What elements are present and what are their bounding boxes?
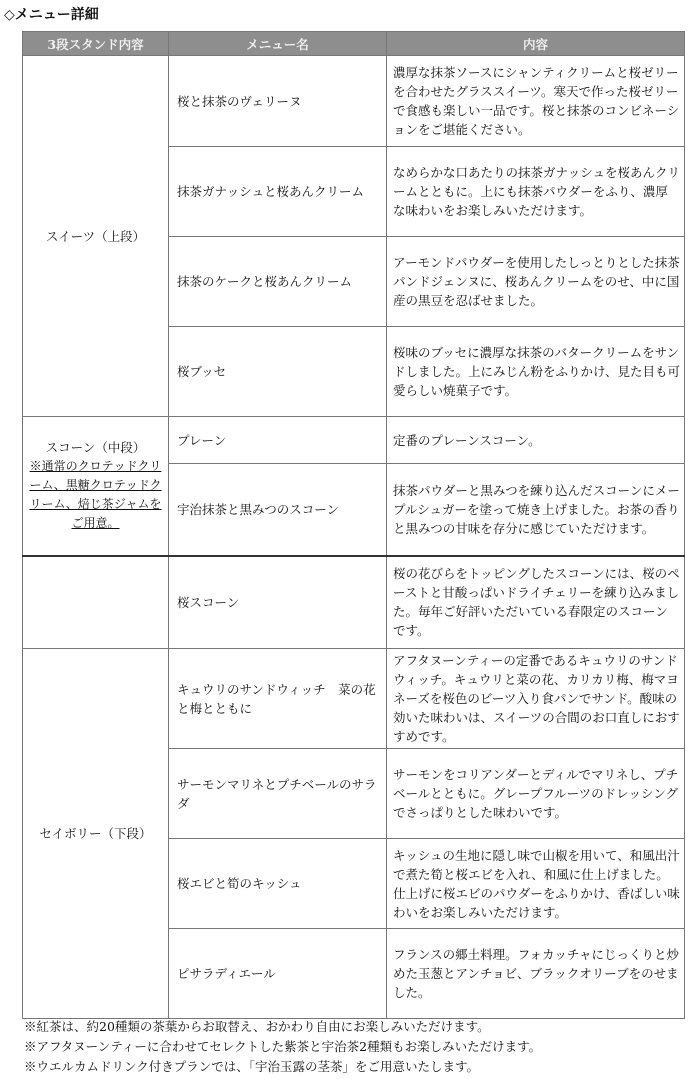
menu-name: 宇治抹茶と黒みつのスコーン	[169, 464, 387, 556]
menu-name: 抹茶ガナッシュと桜あんクリーム	[169, 147, 387, 237]
menu-name: 桜ブッセ	[169, 327, 387, 417]
menu-name: 桜エビと筍のキッシュ	[169, 839, 387, 929]
menu-table	[22, 31, 685, 1019]
menu-desc: サーモンをコリアンダーとディルでマリネし、プチベールとともに。グレープフルーツのドレッシングでさっぱりとした味わいです。	[387, 749, 685, 839]
menu-name: ピサラディエール	[169, 929, 387, 1019]
menu-desc: 濃厚な抹茶ソースにシャンティクリームと桜ゼリーを合わせたグラススイーツ。寒天で作った桜ゼリーで食感も楽しい一品です。桜と抹茶のコンビネーションをご堪能ください。	[387, 56, 685, 147]
header-content: 内容	[387, 32, 685, 56]
footnote: ※ウエルカムドリンク付きプランでは、「宇治玉露の茎茶」をご用意いたします。	[24, 1059, 480, 1074]
section-title: ◇メニュー詳細	[4, 7, 99, 23]
group-empty	[23, 556, 169, 649]
group-scone-note: ※通常のクロテッドクリーム、黒糖クロテッドクリーム、焙じ茶ジャムをご用意。	[29, 459, 162, 531]
menu-desc: アフタヌーンティーの定番であるキュウリのサンドウィッチ。キュウリと菜の花、カリカリ梅、梅マヨネーズを桜色のビーツ入り食パンでサンド。酸味の効いた味わいは、スイーツの合間のお口直しにおすすめです。	[387, 649, 685, 749]
menu-desc: 抹茶パウダーと黒みつを練り込んだスコーンにメープルシュガーを塗って焼き上げました。お茶の香りと黒みつの甘味を存分に感じていただけます。	[387, 464, 685, 556]
menu-name: 桜と抹茶のヴェリーヌ	[169, 56, 387, 147]
menu-desc: なめらかな口あたりの抹茶ガナッシュを桜あんクリームとともに。上にも抹茶パウダーをふり、濃厚な味わいをお楽しみいただけます。	[387, 147, 685, 237]
menu-desc: 定番のプレーンスコーン。	[387, 417, 685, 464]
header-menu-name: メニュー名	[169, 32, 387, 56]
footnotes	[24, 1017, 541, 1077]
group-scone-label: スコーン（中段）	[45, 440, 146, 456]
table-row	[23, 417, 685, 464]
table-header	[23, 32, 685, 56]
table-row	[23, 556, 685, 649]
footnote: ※アフタヌーンティーに合わせてセレクトした紫茶と宇治茶2種類もお楽しみいただけます。	[24, 1039, 542, 1054]
header-stand: 3段スタンド内容	[23, 32, 169, 56]
menu-name: サーモンマリネとプチベールのサラダ	[169, 749, 387, 839]
menu-name: 桜スコーン	[169, 556, 387, 649]
menu-name: プレーン	[169, 417, 387, 464]
group-sweets: スイーツ（上段）	[23, 56, 169, 417]
table-row	[23, 649, 685, 749]
menu-desc: フランスの郷土料理。フォカッチャにじっくりと炒めた玉葱とアンチョビ、ブラックオリーブをのせました。	[387, 929, 685, 1019]
group-scone	[23, 417, 169, 556]
menu-desc: アーモンドパウダーを使用したしっとりとした抹茶パンドジェンヌに、桜あんクリームをのせ、中に国産の黒豆を忍ばせました。	[387, 237, 685, 327]
menu-name: キュウリのサンドウィッチ 菜の花と梅とともに	[169, 649, 387, 749]
group-savory: セイボリー（下段）	[23, 649, 169, 1019]
footnote: ※紅茶は、約20種類の茶葉からお取替え、おかわり自由にお楽しみいただけます。	[24, 1019, 490, 1034]
menu-desc: キッシュの生地に隠し味で山椒を用いて、和風出汁で煮た筍と桜エビを入れ、和風に仕上げました。仕上げに桜エビのパウダーをふりかけ、香ばしい味わいをお楽しみいただけます。	[387, 839, 685, 929]
menu-desc: 桜味のブッセに濃厚な抹茶のバタークリームをサンドしました。上にみじん粉をふりかけ、見た目も可愛らしい焼菓子です。	[387, 327, 685, 417]
menu-name: 抹茶のケークと桜あんクリーム	[169, 237, 387, 327]
table-row	[23, 56, 685, 147]
menu-desc: 桜の花びらをトッピングしたスコーンには、桜のペーストと甘酸っぱいドライチェリーを練り込みました。毎年ご好評いただいている春限定のスコーンです。	[387, 556, 685, 649]
